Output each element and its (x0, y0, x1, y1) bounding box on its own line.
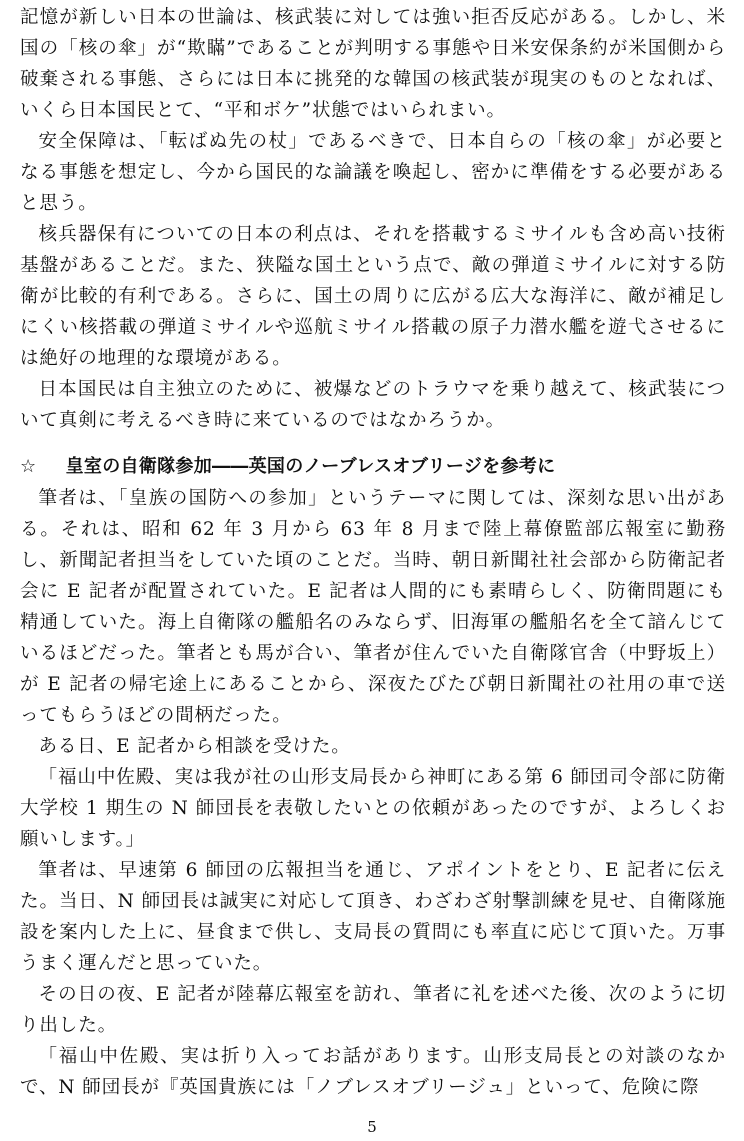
paragraph-memory: 筆者は、「皇族の国防への参加」というテーマに関しては、深刻な思い出がある。それは、昭和 62 年 3 月から 63 年 8 月まで陸上幕僚監部広報室に勤務し、新聞記者担当をしていた頃のことだ。当時、朝日新聞社社会部から防衛記者会に E 記者が配置されていた。E 記者は人間的にも素晴らしく、防衛問題にも精通していた。海上自衛隊の艦船名のみならず、旧海軍の艦船名を全て諳んじているほどだった。筆者とも馬が合い、筆者が住んでいた自衛隊官舎（中野坂上）が E 記者の帰宅途上にあることから、深夜たびたび朝日新聞社の社用の車で送ってもらうほどの間柄だった。 (20, 488, 726, 726)
top-section-text (20, 2, 726, 436)
paragraph-consultation: ある日、E 記者から相談を受けた。 (38, 736, 351, 757)
main-section-text (20, 483, 726, 1103)
paragraph-evening-visit: その日の夜、E 記者が陸幕広報室を訪れ、筆者に礼を述べた後、次のように切り出した。 (20, 984, 726, 1036)
paragraph-conclusion: 日本国民は自主独立のために、被爆などのトラウマを乗り越えて、核武装について真剣に考えるべき時に来ているのではなかろうか。 (20, 379, 726, 431)
paragraph-appointment: 筆者は、早速第 6 師団の広報担当を通じ、アポイントをとり、E 記者に伝えた。当日、N 師団長は誠実に対応して頂き、わざわざ射撃訓練を見せ、自衛隊施設を案内した上に、昼食まで供し、支局長の質問にも率直に応じて頂いた。万事うまく運んだと思っていた。 (20, 860, 726, 974)
star-icon: ☆ (20, 456, 37, 477)
paragraph-security: 安全保障は、「転ばぬ先の杖」であるべきで、日本自らの「核の傘」が必要となる事態を想定し、今から国民的な論議を喚起し、密かに準備をする必要があると思う。 (20, 131, 726, 214)
paragraph-quote-request: 「福山中佐殿、実は我が社の山形支局長から神町にある第 6 師団司令部に防衛大学校 1 期生の N 師団長を表敬したいとの依頼があったのですが、よろしくお願いします。」 (20, 767, 726, 850)
paragraph-public-opinion: 記憶が新しい日本の世論は、核武装に対しては強い拒否反応がある。しかし、米国の「核の傘」が“欺瞞”であることが判明する事態や日米安保条約が米国側から破棄される事態、さらには日本に挑発的な韓国の核武装が現実のものとなれば、いくら日本国民とて、“平和ボケ”状態ではいられまい。 (20, 7, 726, 121)
section-heading (20, 452, 726, 482)
section-heading-title: 皇室の自衛隊参加――英国のノーブレスオブリージを参考に (65, 456, 556, 477)
paragraph-quote-noblesse: 「福山中佐殿、実は折り入ってお話があります。山形支局長との対談のなかで、N 師団長が『英国貴族には「ノブレスオブリージュ」といって、危険に際 (20, 1046, 726, 1098)
page-number: 5 (367, 1118, 377, 1136)
paragraph-nuclear-advantages: 核兵器保有についての日本の利点は、それを搭載するミサイルも含め高い技術基盤があることだ。また、狭隘な国土という点で、敵の弾道ミサイルに対する防衛が比較的有利である。さらに、国土の周りに広がる広大な海洋に、敵が補足しにくい核搭載の弾道ミサイルや巡航ミサイル搭載の原子力潜水艦を遊弋させるには絶好の地理的な環境がある。 (20, 224, 726, 369)
